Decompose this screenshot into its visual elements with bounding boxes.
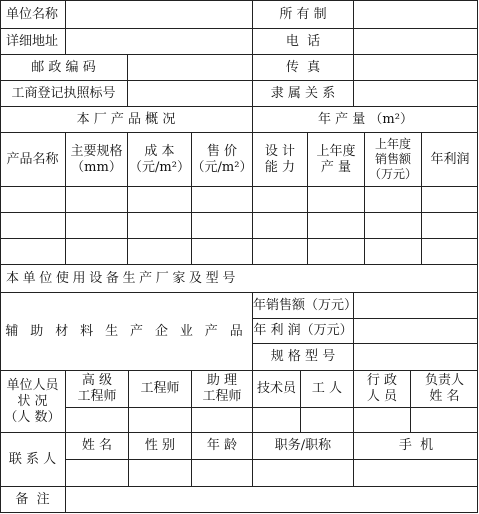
col-spec-line1: 主要规格 [70,143,123,159]
label-leader-name-line2: 姓 名 [429,389,460,404]
label-age: 年 龄 [206,438,238,453]
label-position: 职务/职称 [274,438,332,453]
label-admin-staff-line1: 行 政 [366,373,398,388]
label-phone: 电 话 [285,33,321,49]
label-leader-name-line1: 负责人 [424,373,464,388]
label-contact: 联 系 人 [8,451,57,467]
label-affiliation: 隶 属 关 系 [270,85,336,101]
col-last-output [308,133,364,186]
label-assistant-engineer-line1: 助 理 [206,373,238,388]
col-last-sales-line3: （万元） [368,167,417,181]
label-senior-engineer-line2: 工程师 [77,389,117,404]
col-price-line2: （元/m²） [191,159,253,175]
label-leader-name [411,371,478,407]
col-spec-line2: （mm） [71,159,122,175]
header-annual-output: 年 产 量 （m²） [318,111,413,127]
col-cost [128,133,191,186]
col-cost-line2: （元/m²） [129,159,190,175]
header-product-overview: 本 厂 产 品 概 况 [76,111,176,127]
label-license: 工商登记执照标号 [11,85,116,101]
col-last-sales-line2: 销售额 [374,152,411,166]
label-remarks: 备 注 [15,492,50,507]
col-price [192,133,252,186]
label-annual-profit: 年 利 润（万元） [253,323,353,338]
col-last-sales [365,133,421,186]
label-gender: 性 别 [144,438,176,453]
label-staff-status-line3: （人 数） [4,409,61,425]
col-spec [66,133,127,186]
label-spec-model: 规 格 型 号 [270,349,336,364]
label-staff-status [0,371,65,432]
label-senior-engineer-line1: 高 级 [81,373,113,388]
label-senior-engineer [66,371,128,407]
label-worker: 工 人 [311,381,343,396]
col-product-name: 产品名称 [6,151,59,167]
col-capacity-line2: 能 力 [264,159,296,175]
label-unit-name: 单位名称 [6,6,59,22]
col-price-line1: 售 价 [206,143,238,159]
label-admin-staff [354,371,410,407]
label-ownership: 所 有 制 [279,6,327,22]
col-profit: 年利润 [430,151,470,167]
col-last-sales-line1: 上年度 [374,137,411,151]
label-assistant-engineer-line2: 工程师 [202,389,242,404]
col-cost-line1: 成 本 [144,143,175,159]
col-last-output-line1: 上年度 [316,143,356,159]
label-address: 详细地址 [6,33,59,49]
label-engineer: 工程师 [140,381,180,396]
label-aux-material: 辅 助 材 料 生 产 企 业 产 品 [5,323,247,339]
label-equipment: 本单位使用设备生产厂家及型号 [6,270,239,286]
col-last-output-line2: 产 量 [320,159,352,175]
label-fax: 传 真 [285,59,321,75]
label-admin-staff-line2: 人 员 [366,389,398,404]
col-capacity [253,133,307,186]
label-postcode: 邮 政 编 码 [31,59,96,75]
label-technician: 技术员 [256,381,296,396]
label-assistant-engineer [192,371,252,407]
label-staff-status-line1: 单位人员 [6,377,59,393]
label-annual-sales: 年销售额（万元） [253,297,358,313]
label-contact-name: 姓 名 [81,438,113,453]
label-mobile: 手 机 [398,438,434,453]
col-capacity-line1: 设 计 [264,143,296,159]
label-staff-status-line2: 状 况 [17,393,48,409]
